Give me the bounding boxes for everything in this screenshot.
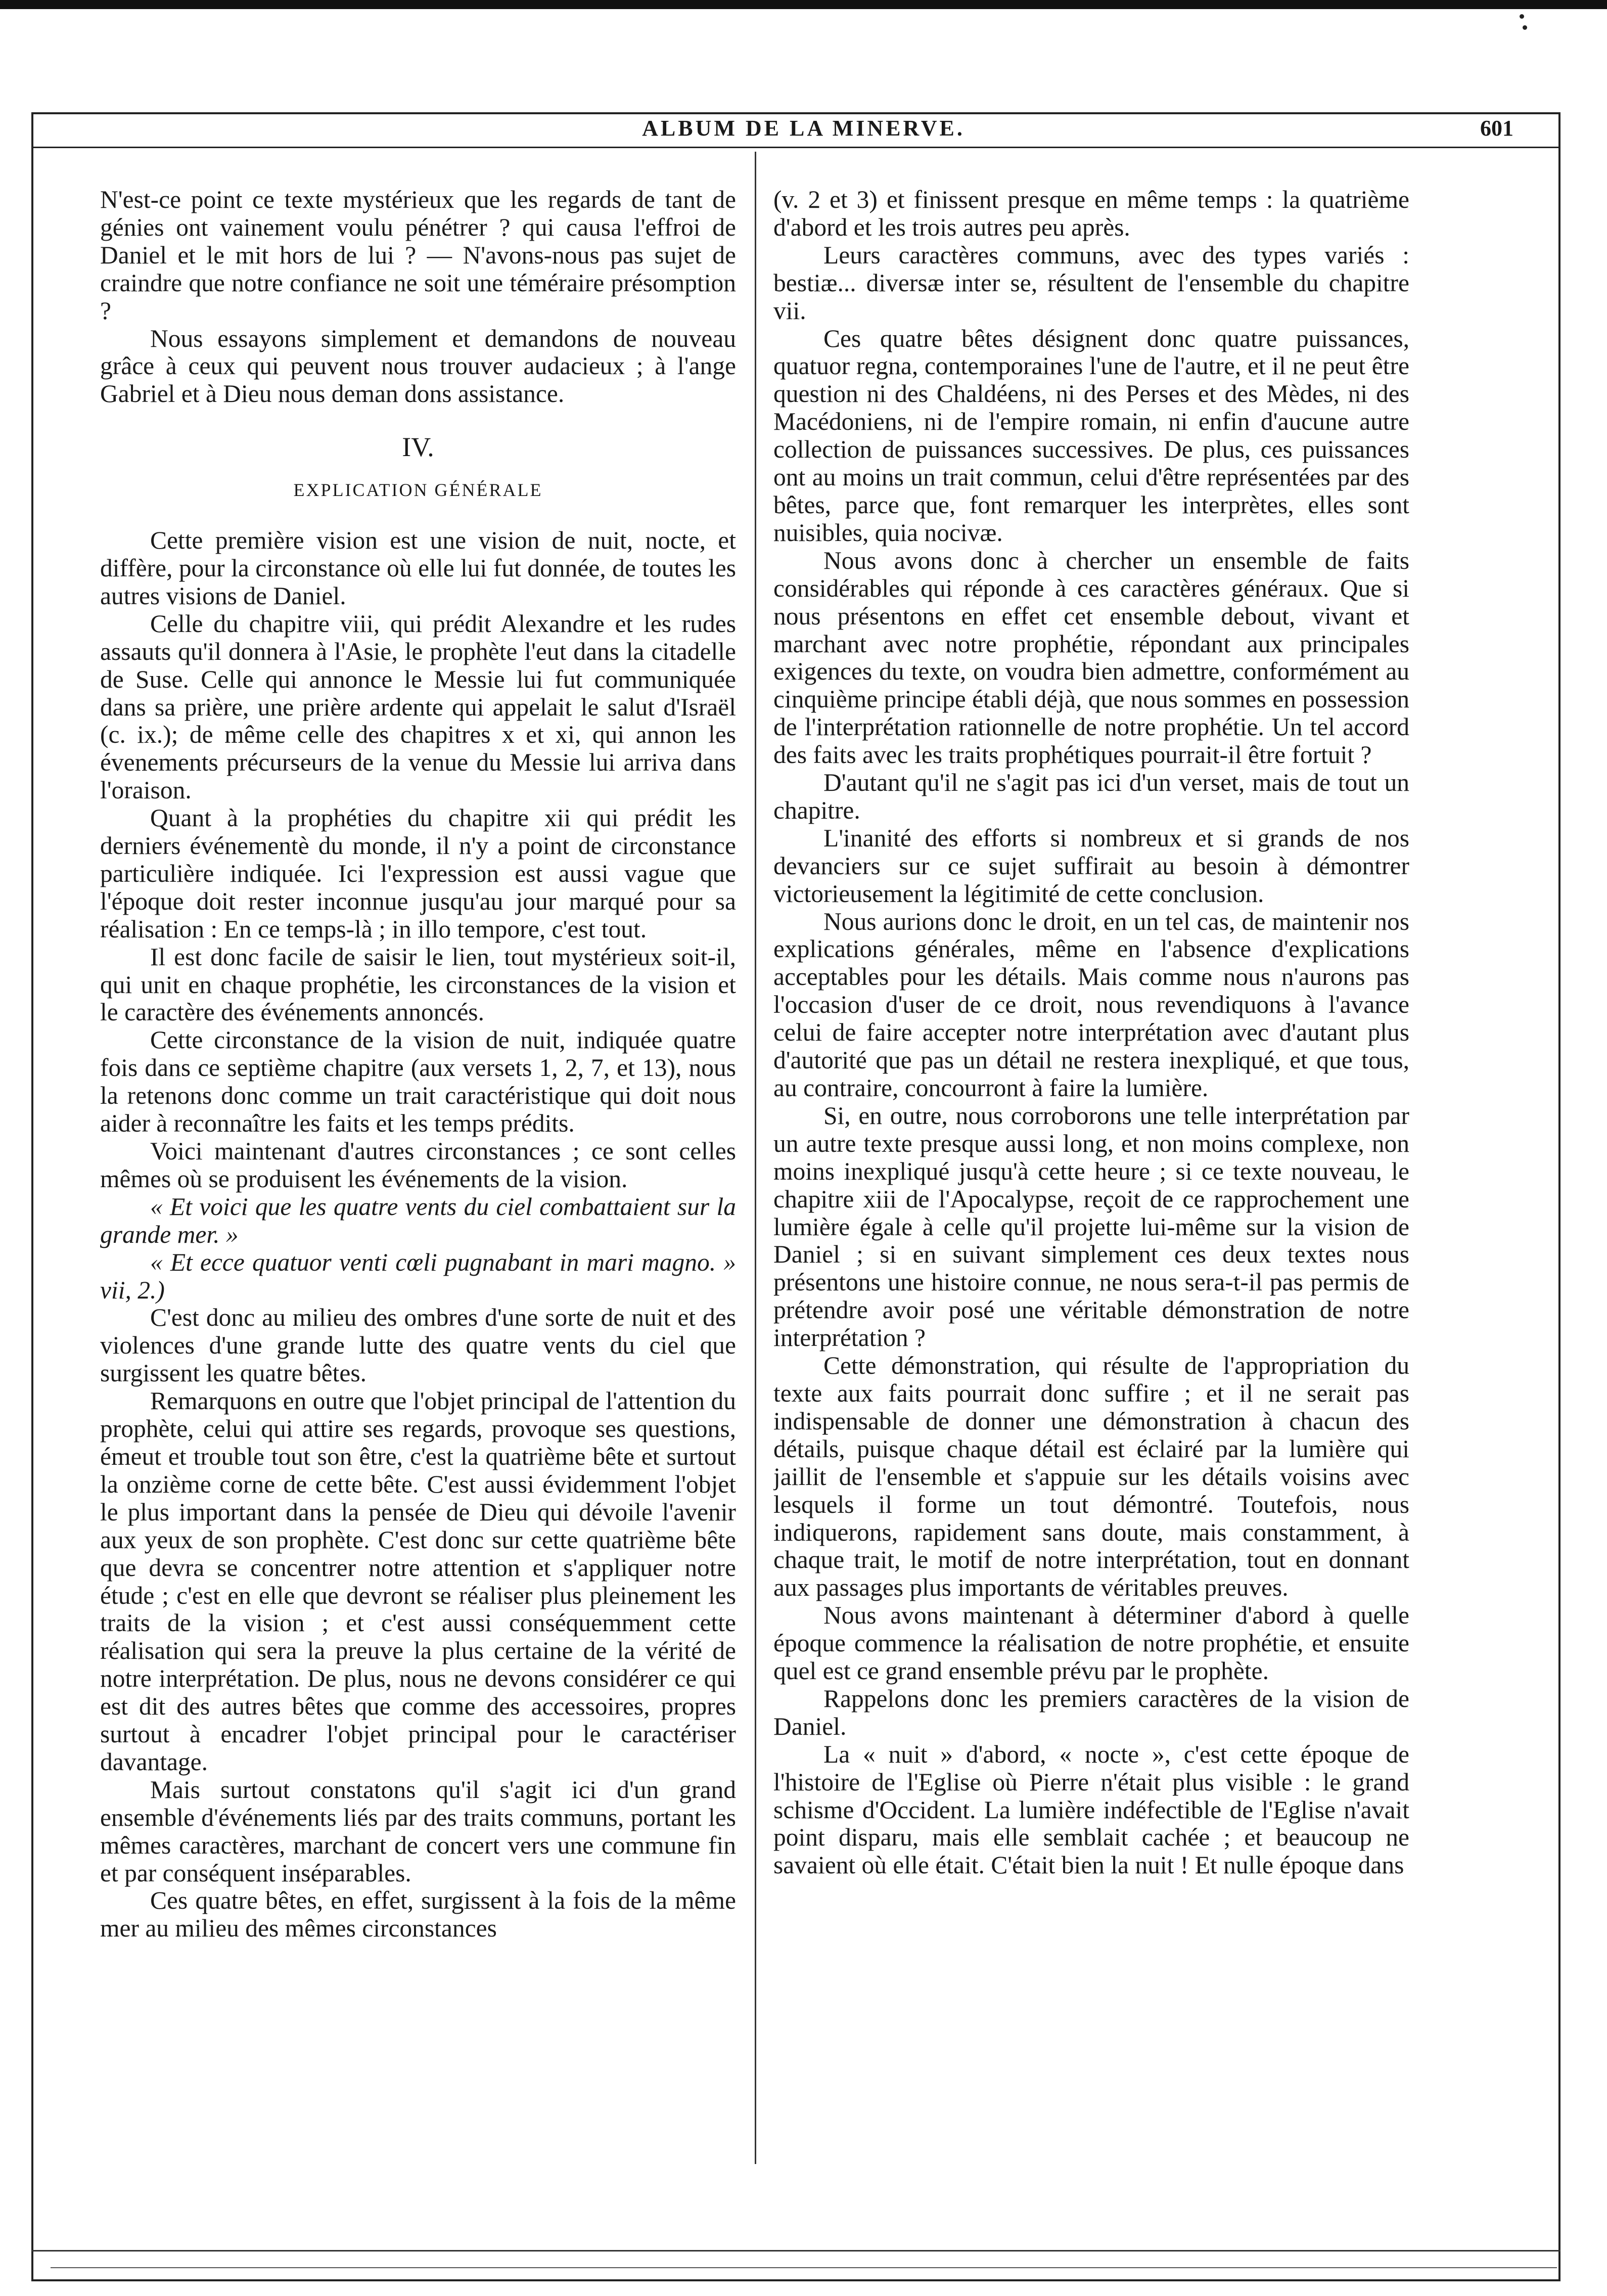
footer-rule [31,2250,1560,2252]
quotation: « Et voici que les quatre vents du ciel combattaient sur la grande mer. » [100,1192,736,1248]
right-column [773,186,1409,2209]
paragraph: Ces quatre bêtes désignent donc quatre puissances, quatuor regna, contemporaines l'une de l'autre, et il ne peut être question ni des Chaldéens, ni des Perses et des Mèdes, ni des Macédoniens, ni de l'empire romain, ni enfin d'aucune autre collection de puissances successives. De plus, ces puissances ont au moins un trait commun, celui d'être représentées par des bêtes, parce que, font remarquer les interprètes, elles sont nuisibles, quia nocivæ. [773,324,1409,547]
paragraph: L'inanité des efforts si nombreux et si grands de nos devanciers sur ce sujet suffirait au besoin à démontrer victorieusement la légitimité de cette conclusion. [773,824,1409,908]
top-edge-bar [0,0,1607,9]
paragraph: Remarquons en outre que l'objet principal de l'attention du prophète, celui qui attire ses regards, provoque ses questions, émeut et trouble tout son être, c'est la quatrième bête et surtout la onzième corne de cette bête. C'est aussi évidemment l'objet le plus important dans la pensée de Dieu qui dévoile l'avenir aux yeux de son prophète. C'est donc sur cette quatrième bête que devra se concentrer notre attention et s'appliquer notre étude ; c'est en elle que devront se réaliser plus pleinement les traits de la vision ; et c'est aussi conséquemment cette réalisation qui sera la preuve la plus certaine de la vérité de notre interprétation. De plus, nous ne devons considérer ce qui est dit des autres bêtes que comme des accessoires, propres surtout à encadrer l'objet principal pour le caractériser davantage. [100,1387,736,1776]
left-column [100,186,736,2209]
paragraph: Celle du chapitre viii, qui prédit Alexandre et les rudes assauts qu'il donnera à l'Asie, le prophète l'eut dans la citadelle de Suse. Celle qui annonce le Messie lui fut communiquée dans sa prière, une prière ardente qui appelait le salut d'Israël (c. ix.); de même celle des chapitres x et xi, qui annon les évenements précurseurs de la venue du Messie lui arriva dans l'oraison. [100,609,736,804]
paragraph: Si, en outre, nous corroborons une telle interprétation par un autre texte presque aussi long, et non moins complexe, non moins inexpliqué jusqu'à cette heure ; si ce texte nouveau, le chapitre xiii de l'Apocalypse, reçoit de ce rapprochement une lumière égale à celle qu'il projette lui-même sur la vision de Daniel ; si en suivant simplement ces deux textes nous présentons une histoire connue, ne nous sera-t-il pas permis de prétendre avoir posé une véritable démonstration de notre interprétation ? [773,1101,1409,1352]
paragraph: Nous aurions donc le droit, en un tel cas, de maintenir nos explications générales, même en l'absence d'explications acceptables pour les détails. Mais comme nous n'aurons pas l'occasion d'user de ce droit, nous revendiquons à l'avance celui de faire accepter notre interprétation avec d'autant plus d'autorité que pas un détail ne restera inexpliqué, et que tous, au contraire, concourront à faire la lumière. [773,907,1409,1102]
paragraph: Mais surtout constatons qu'il s'agit ici d'un grand ensemble d'événements liés par des traits communs, portant les mêmes caractères, marchant de concert vers une commune fin et par conséquent inséparables. [100,1775,736,1887]
paragraph: D'autant qu'il ne s'agit pas ici d'un verset, mais de tout un chapitre. [773,769,1409,824]
paragraph: (v. 2 et 3) et finissent presque en même temps : la quatrième d'abord et les trois autres peu après. [773,186,1409,241]
running-header-title: ALBUM DE LA MINERVE. [642,116,965,141]
paragraph: Quant à la prophéties du chapitre xii qui prédit les derniers événementè du monde, il n'y a point de circonstance particulière indiquée. Ici l'expression est aussi vague que l'époque doit rester inconnue jusqu'au jour marqué pour sa réalisation : En ce temps-là ; in illo tempore, c'est tout. [100,804,736,943]
paragraph: C'est donc au milieu des ombres d'une sorte de nuit et des violences d'une grande lutte des quatre vents du ciel que surgissent les quatre bêtes. [100,1303,736,1387]
section-numeral: IV. [402,432,434,463]
section-heading: EXPLICATION GÉNÉRALE [293,480,543,501]
paragraph: Ces quatre bêtes, en effet, surgissent à la fois de la même mer au milieu des mêmes circonstances [100,1886,736,1943]
column-divider [755,152,756,2164]
paragraph: N'est-ce point ce texte mystérieux que les regards de tant de génies ont vainement voulu pénétrer ? qui causa l'effroi de Daniel et le mit hors de lui ? — N'avons-nous pas sujet de craindre que notre confiance ne soit une téméraire présomption ? [100,186,736,325]
paragraph: Il est donc facile de saisir le lien, tout mystérieux soit-il, qui unit en chaque prophétie, les circonstances de la vision et le caractère des événements annoncés. [100,942,736,1026]
paragraph: Rappelons donc les premiers caractères de la vision de Daniel. [773,1684,1409,1740]
paragraph: Cette première vision est une vision de nuit, nocte, et diffère, pour la circonstance où elle lui fut donnée, de toutes les autres visions de Daniel. [100,526,736,610]
footer-rule-secondary [51,2267,1557,2268]
paragraph: Nous avons maintenant à déterminer d'abord à quelle époque commence la réalisation de notre prophétie, et ensuite quel est ce grand ensemble prévu par le prophète. [773,1601,1409,1685]
paragraph: La « nuit » d'abord, « nocte », c'est cette époque de l'histoire de l'Eglise où Pierre n'était plus visible : le grand schisme d'Occident. La lumière indéfectible de l'Eglise n'avait point disparu, mais elle semblait cachée ; et beaucoup ne savaient où elle était. C'était bien la nuit ! Et nulle époque dans [773,1740,1409,1879]
paragraph: Nous essayons simplement et demandons de nouveau grâce à ceux qui peuvent nous trouver audacieux ; à l'ange Gabriel et à Dieu nous deman dons assistance. [100,324,736,408]
paragraph: Nous avons donc à chercher un ensemble de faits considérables qui réponde à ces caractères généraux. Que si nous présentons en effet cet ensemble debout, vivant et marchant avec notre prophétie, répondant aux principales exigences du texte, on voudra bien admettre, conformément au cinquième principe établi déjà, que nous sommes en possession de l'interprétation rationnelle de notre prophétie. Un tel accord des faits avec les traits prophétiques pourrait-il être fortuit ? [773,546,1409,769]
paragraph: Cette démonstration, qui résulte de l'appropriation du texte aux faits pourrait donc suffire ; et il ne serait pas indispensable de donner une démonstration à chacun des détails, puisque chaque détail est éclairé par la lumière qui jaillit de l'ensemble et s'appuie sur les détails voisins avec lesquels il forme un tout démontré. Toutefois, nous indiquerons, rapidement sans doute, mais constamment, à chaque trait, le motif de notre interprétation, tout en donnant aux passages plus importants de véritables preuves. [773,1352,1409,1602]
paragraph: Leurs caractères communs, avec des types variés : bestiæ... diversæ inter se, résultent de l'ensemble du chapitre vii. [773,241,1409,325]
margin-marks [1518,11,1528,36]
page-number: 601 [1480,116,1513,141]
header-rule [31,147,1560,151]
paragraph: Cette circonstance de la vision de nuit, indiquée quatre fois dans ce septième chapitre (aux versets 1, 2, 7, et 13), nous la retenons donc comme un trait caractéristique qui doit nous aider à reconnaître les faits et les temps prédits. [100,1026,736,1138]
paragraph: Voici maintenant d'autres circonstances ; ce sont celles mêmes où se produisent les événements de la vision. [100,1137,736,1193]
quotation: « Et ecce quatuor venti cœli pugnabant in mari magno. » vii, 2.) [100,1248,736,1304]
